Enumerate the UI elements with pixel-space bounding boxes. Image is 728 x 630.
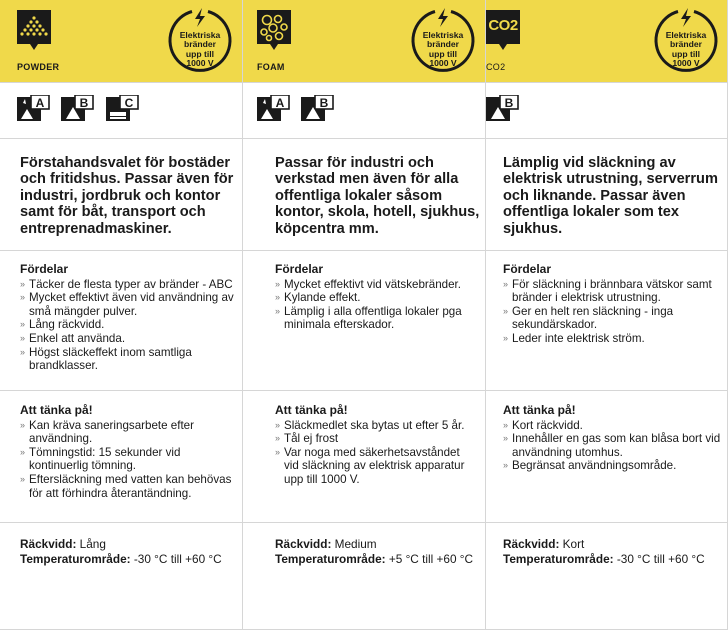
list-item: » Begränsat användningsområde. xyxy=(503,459,723,473)
fire-class-a-icon xyxy=(17,95,51,122)
rackvidd-label: Räckvidd: xyxy=(503,537,560,551)
rackvidd-label: Räckvidd: xyxy=(275,537,332,551)
lead-text: Förstahandsvalet för bostäder och fritidshus. Passar även för industri, jordbruk och kontor samt för båt, transport och entreprenadmaskiner. xyxy=(20,155,234,237)
list-item: » Innehåller en gas som kan blåsa bort vid användning utomhus. xyxy=(503,432,723,459)
row-divider xyxy=(0,138,728,139)
type-label: CO2 xyxy=(486,62,506,72)
fordelar-section xyxy=(275,263,475,332)
type-label: FOAM xyxy=(257,62,285,72)
badge-line: Elektriska xyxy=(422,30,464,40)
column-powder xyxy=(0,0,242,630)
lead-text: Passar för industri och verkstad men även för alla offentliga lokaler såsom kontor, skola, hotell, sjukhus, köpcentra mm. xyxy=(275,155,480,237)
list-item: » Enkel att använda. xyxy=(20,332,238,346)
temp-label: Temperaturområde: xyxy=(503,552,614,566)
row-divider xyxy=(0,82,728,83)
badge-line: bränder xyxy=(427,39,459,50)
column-header xyxy=(0,0,242,82)
list-item: » Lämplig i alla offentliga lokaler pga minimala efterskador. xyxy=(275,305,475,332)
tanka-title: Att tänka på! xyxy=(275,403,348,417)
lightning-icon xyxy=(681,8,691,27)
fire-class-a-icon xyxy=(257,95,291,122)
fire-class-b-icon xyxy=(486,95,520,122)
rackvidd-value: Kort xyxy=(559,537,585,551)
row-divider xyxy=(0,522,728,523)
row-divider xyxy=(0,250,728,251)
badge-line: 1000 V xyxy=(672,57,700,68)
svg-text:B: B xyxy=(504,96,514,110)
temp-label: Temperaturområde: xyxy=(20,552,131,566)
column-divider xyxy=(242,0,243,630)
svg-text:A: A xyxy=(35,96,45,110)
specs xyxy=(275,537,475,567)
fordelar-title: Fördelar xyxy=(503,262,552,276)
column-foam xyxy=(243,0,485,630)
svg-text:A: A xyxy=(275,96,285,110)
badge-line: upp till xyxy=(428,48,458,59)
svg-text:C: C xyxy=(124,96,134,110)
fordelar-section xyxy=(20,263,238,373)
svg-text:B: B xyxy=(320,96,329,110)
fire-class-b-icon xyxy=(61,95,95,122)
column-header xyxy=(243,0,485,82)
svg-text:B: B xyxy=(80,96,89,110)
fire-class-c-icon xyxy=(106,95,140,122)
fire-class-icons xyxy=(257,95,341,125)
list-item: » Täcker de flesta typer av bränder - ABC xyxy=(20,278,238,292)
list-item: » Kort räckvidd. xyxy=(503,419,723,433)
list-item: » Lång räckvidd. xyxy=(20,318,238,332)
fire-class-icons xyxy=(17,95,146,125)
badge-line: bränder xyxy=(184,39,216,50)
tanka-section xyxy=(503,404,723,473)
fire-class-b-icon xyxy=(301,95,335,122)
lightning-icon xyxy=(195,8,205,27)
badge-line: 1000 V xyxy=(429,57,457,68)
tanka-section xyxy=(275,404,475,487)
badge-line: Elektriska xyxy=(179,30,221,40)
co2-icon xyxy=(486,10,520,44)
list-item: » Var noga med säkerhetsavståndet vid släckning av elektrisk apparatur upp till 1000 V. xyxy=(275,446,475,487)
tanka-title: Att tänka på! xyxy=(503,403,576,417)
badge-text xyxy=(409,31,477,68)
fordelar-title: Fördelar xyxy=(20,262,69,276)
rackvidd-value: Medium xyxy=(331,537,377,551)
temp-label: Temperaturområde: xyxy=(275,552,386,566)
foam-icon xyxy=(257,10,291,44)
list-item: » Tål ej frost xyxy=(275,432,475,446)
temp-value: +5 °C till +60 °C xyxy=(385,552,474,566)
badge-line: 1000 V xyxy=(186,57,214,68)
co2-icon-text: CO2 xyxy=(488,17,518,34)
list-item: » Mycket effektivt vid vätskebränder. xyxy=(275,278,475,292)
list-item: » Kylande effekt. xyxy=(275,291,475,305)
badge-line: upp till xyxy=(185,48,215,59)
rackvidd-value: Lång xyxy=(76,537,106,551)
tanka-title: Att tänka på! xyxy=(20,403,93,417)
fordelar-title: Fördelar xyxy=(275,262,324,276)
fire-class-icons xyxy=(486,95,526,125)
list-item: » Ger en helt ren släckning - inga sekundärskador. xyxy=(503,305,723,332)
badge-line: Elektriska xyxy=(665,30,707,40)
badge-text xyxy=(652,31,720,68)
list-item: » Kan kräva saneringsarbete efter användning. xyxy=(20,419,238,446)
rackvidd-label: Räckvidd: xyxy=(20,537,77,551)
list-item: » Leder inte elektrisk ström. xyxy=(503,332,723,346)
badge-text xyxy=(166,31,234,68)
fordelar-section xyxy=(503,263,723,346)
powder-icon xyxy=(17,10,51,44)
electrical-badge xyxy=(652,7,720,75)
list-item: » Eftersläckning med vatten kan behövas för att förhindra återantändning. xyxy=(20,473,238,500)
column-co2 xyxy=(486,0,728,630)
row-divider xyxy=(0,390,728,391)
electrical-badge xyxy=(409,7,477,75)
specs xyxy=(20,537,238,567)
temp-value: -30 °C till +60 °C xyxy=(613,552,705,566)
list-item: » Tömningstid: 15 sekunder vid kontinuerlig tömning. xyxy=(20,446,238,473)
list-item: » Mycket effektivt även vid användning av små mängder pulver. xyxy=(20,291,238,318)
lead-text: Lämplig vid släckning av elektrisk utrustning, serverrum och liknande. Passar även offentliga lokaler som tex sjukhus. xyxy=(503,155,718,237)
badge-line: upp till xyxy=(671,48,701,59)
specs xyxy=(503,537,725,567)
column-header xyxy=(486,0,728,82)
list-item: » Släckmedlet ska bytas ut efter 5 år. xyxy=(275,419,475,433)
temp-value: -30 °C till +60 °C xyxy=(130,552,222,566)
tanka-section xyxy=(20,404,238,500)
list-item: » För släckning i brännbara vätskor samt bränder i elektrisk utrustning. xyxy=(503,278,723,305)
electrical-badge xyxy=(166,7,234,75)
list-item: » Högst släckeffekt inom samtliga brandklasser. xyxy=(20,346,238,373)
column-divider xyxy=(485,0,486,630)
type-label: POWDER xyxy=(17,62,60,72)
lightning-icon xyxy=(438,8,448,27)
badge-line: bränder xyxy=(670,39,702,50)
